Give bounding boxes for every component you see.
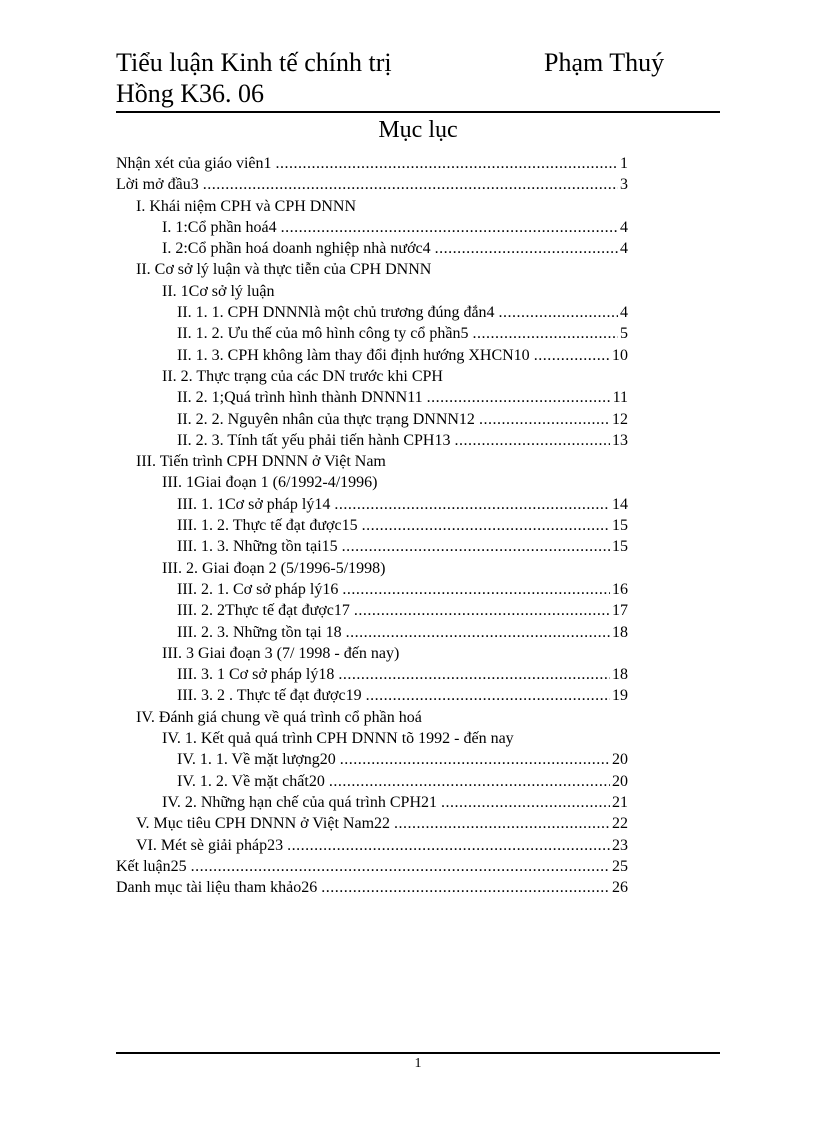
header-divider: [116, 111, 720, 113]
toc-entry[interactable]: [116, 707, 628, 728]
toc-entry[interactable]: [116, 472, 628, 493]
page-header: [116, 48, 720, 110]
toc-entry-label: II. Cơ sở lý luận và thực tiễn của CPH DNNN: [136, 261, 432, 279]
toc-entry-page: 23: [612, 836, 628, 854]
toc-entry[interactable]: [116, 217, 628, 238]
toc-dot-leader: [499, 302, 618, 323]
footer-divider: [116, 1052, 720, 1054]
toc-entry-page: 16: [612, 580, 628, 598]
toc-entry[interactable]: [116, 835, 628, 856]
toc-entry[interactable]: [116, 196, 628, 217]
toc-dot-leader: [366, 685, 610, 706]
toc-entry-page: 15: [612, 538, 628, 556]
page-number: 1: [414, 1056, 422, 1071]
toc-entry-label: II. 1. 3. CPH không làm thay đổi định hướng XHCN10: [177, 346, 530, 364]
toc-entry-label: III. 3. 2 . Thực tế đạt được19: [177, 687, 362, 705]
toc-entry-label: II. 1Cơ sở lý luận: [162, 282, 275, 300]
toc-entry-page: 4: [620, 240, 628, 258]
toc-entry-label: III. 1. 2. Thực tế đạt được15: [177, 517, 358, 535]
toc-entry[interactable]: [116, 259, 628, 280]
toc-dot-leader: [287, 835, 610, 856]
toc-entry-label: III. 3 Giai đoạn 3 (7/ 1998 - đến nay): [162, 644, 400, 662]
toc-entry-page: 20: [612, 772, 628, 790]
toc-entry[interactable]: [116, 664, 628, 685]
toc-entry-label: III. 2. 3. Những tồn tại 18: [177, 623, 342, 641]
toc-dot-leader: [454, 430, 610, 451]
toc-entry[interactable]: [116, 558, 628, 579]
toc-dot-leader: [321, 877, 610, 898]
toc-entry-label: IV. 1. 2. Về mặt chất20: [177, 772, 325, 790]
toc-entry[interactable]: [116, 643, 628, 664]
toc-dot-leader: [346, 622, 610, 643]
toc-dot-leader: [338, 664, 610, 685]
toc-entry-label: III. 1. 1Cơ sở pháp lý14: [177, 495, 331, 513]
toc-entry[interactable]: [116, 792, 628, 813]
toc-entry-label: VI. Mét sè giải pháp23: [136, 836, 284, 854]
toc-entry-label: III. Tiến trình CPH DNNN ở Việt Nam: [136, 453, 386, 471]
toc-entry-page: 13: [612, 431, 628, 449]
toc-entry[interactable]: [116, 409, 628, 430]
toc-entry-page: 20: [612, 751, 628, 769]
toc-entry[interactable]: [116, 728, 628, 749]
toc-entry-page: 12: [612, 410, 628, 428]
toc-dot-leader: [342, 536, 610, 557]
toc-entry[interactable]: [116, 366, 628, 387]
toc-entry[interactable]: [116, 345, 628, 366]
toc-entry-page: 3: [620, 176, 628, 194]
toc-entry-page: 14: [612, 495, 628, 513]
toc-dot-leader: [479, 409, 610, 430]
toc-entry[interactable]: [116, 579, 628, 600]
toc-heading: Mục lục: [378, 117, 458, 143]
toc-entry-label: Nhận xét của giáo viên1: [116, 155, 272, 172]
toc-entry-page: 4: [620, 218, 628, 236]
toc-dot-leader: [435, 238, 618, 259]
toc-entry-page: 19: [612, 687, 628, 705]
toc-dot-leader: [340, 749, 610, 770]
toc-entry-page: 1: [620, 155, 628, 172]
toc-entry-label: Lời mở đầu3: [116, 176, 199, 194]
toc-entry[interactable]: [116, 856, 628, 877]
toc-entry[interactable]: [116, 323, 628, 344]
toc-entry-label: III. 2. 2Thực tế đạt được17: [177, 602, 350, 620]
toc-entry-label: III. 2. 1. Cơ sở pháp lý16: [177, 580, 339, 598]
toc-entry-label: III. 3. 1 Cơ sở pháp lý18: [177, 666, 335, 684]
toc-entry-page: 18: [612, 666, 628, 684]
toc-entry[interactable]: [116, 515, 628, 536]
toc-dot-leader: [354, 600, 610, 621]
toc-dot-leader: [281, 217, 618, 238]
toc-entry-page: 21: [612, 793, 628, 811]
toc-dot-leader: [329, 771, 610, 792]
toc-entry-label: IV. 2. Những hạn chế của quá trình CPH21: [162, 793, 437, 811]
toc-dot-leader: [342, 579, 610, 600]
toc-entry-label: III. 2. Giai đoạn 2 (5/1996-5/1998): [162, 559, 386, 577]
toc-entry[interactable]: [116, 430, 628, 451]
toc-dot-leader: [394, 813, 610, 834]
toc-entry[interactable]: [116, 685, 628, 706]
toc-entry-page: 10: [612, 346, 628, 364]
toc-entry-label: II. 1. 1. CPH DNNNlà một chủ trương đúng đắn4: [177, 304, 495, 322]
toc-entry-label: V. Mục tiêu CPH DNNN ở Việt Nam22: [136, 815, 391, 833]
toc-dot-leader: [334, 494, 610, 515]
table-of-contents: [116, 153, 628, 898]
toc-entry-label: Kết luận25: [116, 857, 187, 875]
toc-entry-page: 22: [612, 815, 628, 833]
toc-entry-label: II. 2. 3. Tính tất yếu phải tiến hành CPH13: [177, 431, 451, 449]
toc-entry-label: II. 1. 2. Ưu thế của mô hình công ty cổ phần5: [177, 325, 469, 343]
toc-entry-label: I. Khái niệm CPH và CPH DNNN: [136, 197, 356, 215]
toc-entry[interactable]: [116, 451, 628, 472]
toc-entry-label: Danh mục tài liệu tham khảo26: [116, 879, 318, 897]
toc-entry[interactable]: [116, 174, 628, 195]
toc-dot-leader: [362, 515, 610, 536]
toc-entry[interactable]: [116, 494, 628, 515]
author-class-line: Hồng K36. 06: [116, 79, 265, 108]
toc-entry-label: I. 1:Cổ phần hoá4: [162, 218, 277, 236]
toc-entry[interactable]: [116, 153, 628, 174]
document-title: Tiểu luận Kinh tế chính trị: [116, 48, 392, 77]
toc-dot-leader: [203, 174, 618, 195]
toc-entry[interactable]: [116, 771, 628, 792]
toc-entry-label: IV. Đánh giá chung về quá trình cổ phần hoá: [136, 708, 422, 726]
toc-entry[interactable]: [116, 536, 628, 557]
toc-dot-leader: [191, 856, 610, 877]
toc-entry-label: I. 2:Cổ phần hoá doanh nghiệp nhà nước4: [162, 240, 431, 258]
toc-dot-leader: [472, 323, 618, 344]
toc-entry-page: 18: [612, 623, 628, 641]
toc-dot-leader: [276, 153, 619, 174]
toc-entry-page: 26: [612, 879, 628, 897]
toc-entry-page: 15: [612, 517, 628, 535]
toc-dot-leader: [441, 792, 610, 813]
toc-entry[interactable]: [116, 622, 628, 643]
toc-entry-label: IV. 1. Kết quả quá trình CPH DNNN tõ 1992 - đến nay: [162, 730, 514, 748]
toc-entry-label: II. 2. 2. Nguyên nhân của thực trạng DNNN12: [177, 410, 475, 428]
toc-entry-page: 25: [612, 857, 628, 875]
toc-entry[interactable]: [116, 281, 628, 302]
toc-dot-leader: [427, 387, 611, 408]
toc-entry-label: II. 2. Thực trạng của các DN trước khi CPH: [162, 367, 443, 385]
toc-entry[interactable]: [116, 302, 628, 323]
toc-entry[interactable]: [116, 600, 628, 621]
toc-entry[interactable]: [116, 813, 628, 834]
toc-entry-page: 4: [620, 304, 628, 322]
toc-entry[interactable]: [116, 238, 628, 259]
author-name: Phạm Thuý: [544, 48, 665, 77]
toc-entry-label: II. 2. 1;Quá trình hình thành DNNN11: [177, 389, 423, 407]
toc-entry[interactable]: [116, 387, 628, 408]
toc-dot-leader: [534, 345, 610, 366]
toc-entry[interactable]: [116, 749, 628, 770]
toc-entry-label: IV. 1. 1. Về mặt lượng20: [177, 751, 336, 769]
toc-entry-page: 17: [612, 602, 628, 620]
toc-entry-label: III. 1Giai đoạn 1 (6/1992-4/1996): [162, 474, 378, 492]
toc-entry-page: 5: [620, 325, 628, 343]
toc-entry-label: III. 1. 3. Những tồn tại15: [177, 538, 338, 556]
toc-entry-page: 11: [612, 389, 628, 407]
toc-entry[interactable]: [116, 877, 628, 898]
